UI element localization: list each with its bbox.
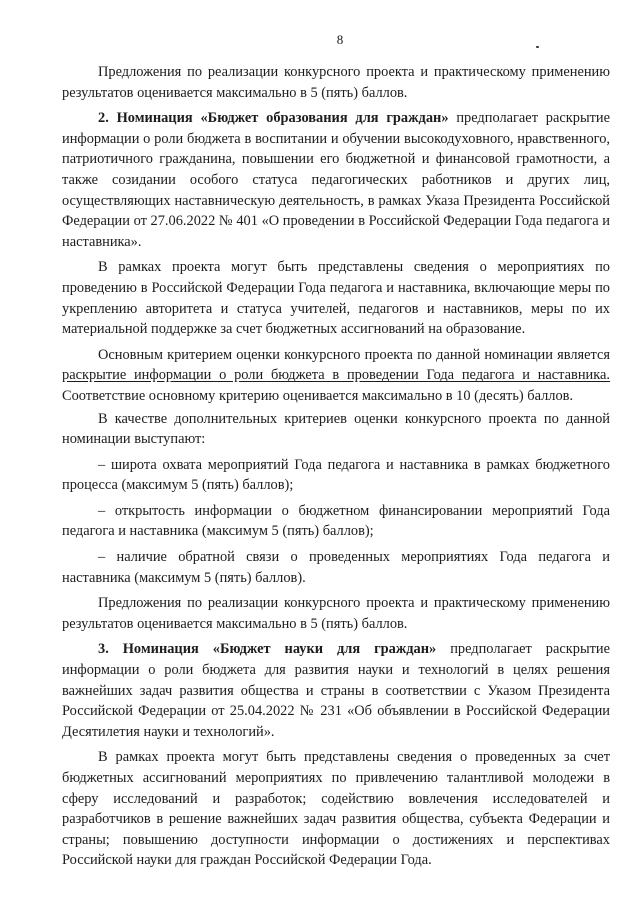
paragraph-nomination-3 xyxy=(62,639,610,742)
paragraph-project-info-3: В рамках проекта могут быть представлены сведения о проведенных за счет бюджетных ассигнований мероприятиях по привлечению талантливой молодежи в сферу исследований и разработок; содействию вовлечения исследователей и разработчиков в решение важнейших задач развития общества, субъекта Федерации и страны; повышению доступности информации о достижениях и перспективах Российской науки для граждан Российской Федерации Года. xyxy=(62,749,610,869)
list-item-feedback: – наличие обратной связи о проведенных мероприятиях Года педагога и наставника (максимум 5 (пять) баллов). xyxy=(62,549,610,586)
main-criterion-intro: Основным критерием оценки конкурсного проекта по данной номинации является xyxy=(98,346,610,363)
paragraph-proposals-1: Предложения по реализации конкурсного проекта и практическому применению результатов оценивается максимально в 5 (пять) баллов. xyxy=(62,64,610,101)
nomination-2-title: 2. Номинация «Бюджет образования для граждан» xyxy=(98,110,449,127)
nomination-3-title: 3. Номинация «Бюджет науки для граждан» xyxy=(98,641,437,658)
list-item-coverage: – широта охвата мероприятий Года педагога и наставника в рамках бюджетного процесса (максимум 5 (пять) баллов); xyxy=(62,456,610,494)
scan-speck-mark xyxy=(536,46,539,48)
paragraph-project-info-2: В рамках проекта могут быть представлены сведения о мероприятиях по проведению в Российской Федерации Года педагога и наставника, включающие меры по укреплению авторитета и статуса учителей, педагогов и наставников, меры по их материальной поддержке за счет бюджетных ассигнований на образование. xyxy=(62,259,610,338)
paragraph-additional-criteria: В качестве дополнительных критериев оценки конкурсного проекта по данной номинации выступают: xyxy=(62,410,610,448)
main-criterion-underlined: раскрытие информации о роли бюджета в проведении Года педагога и наставника. xyxy=(62,367,610,384)
paragraph-proposals-2: Предложения по реализации конкурсного проекта и практическому применению результатов оценивается максимально в 5 (пять) баллов. xyxy=(62,595,610,632)
page-number: 8 xyxy=(336,32,344,47)
list-item-openness: – открытость информации о бюджетном финансировании мероприятий Года педагога и наставника (максимум 5 (пять) баллов); xyxy=(62,502,610,540)
nomination-2-text: предполагает раскрытие информации о роли бюджета в воспитании и обучении высокодуховного, нравственного, патриотичного гражданина, повышении его бюджетной и финансовой грамотности, а также созидании особого статуса педагогических работников и других лиц, осуществляющих наставническую деятельность, в рамках Указа Президента Российской Федерации от 27.06.2022 № 401 «О проведении в Российской Федерации Года педагога и наставника». xyxy=(62,110,610,250)
main-criterion-score: Соответствие основному критерию оценивается максимально в 10 (десять) баллов. xyxy=(62,387,574,404)
paragraph-main-criterion xyxy=(62,345,610,407)
nomination-3-text: предполагает раскрытие информации о роли бюджета для развития науки и технологий в целях решения важнейших задач развития общества и страны в соответствии с Указом Президента Российской Федерации от 25.04.2022 № 231 «Об объявлении в Российской Федерации Десятилетия науки и технологий». xyxy=(62,641,610,740)
paragraph-nomination-2 xyxy=(62,108,610,252)
